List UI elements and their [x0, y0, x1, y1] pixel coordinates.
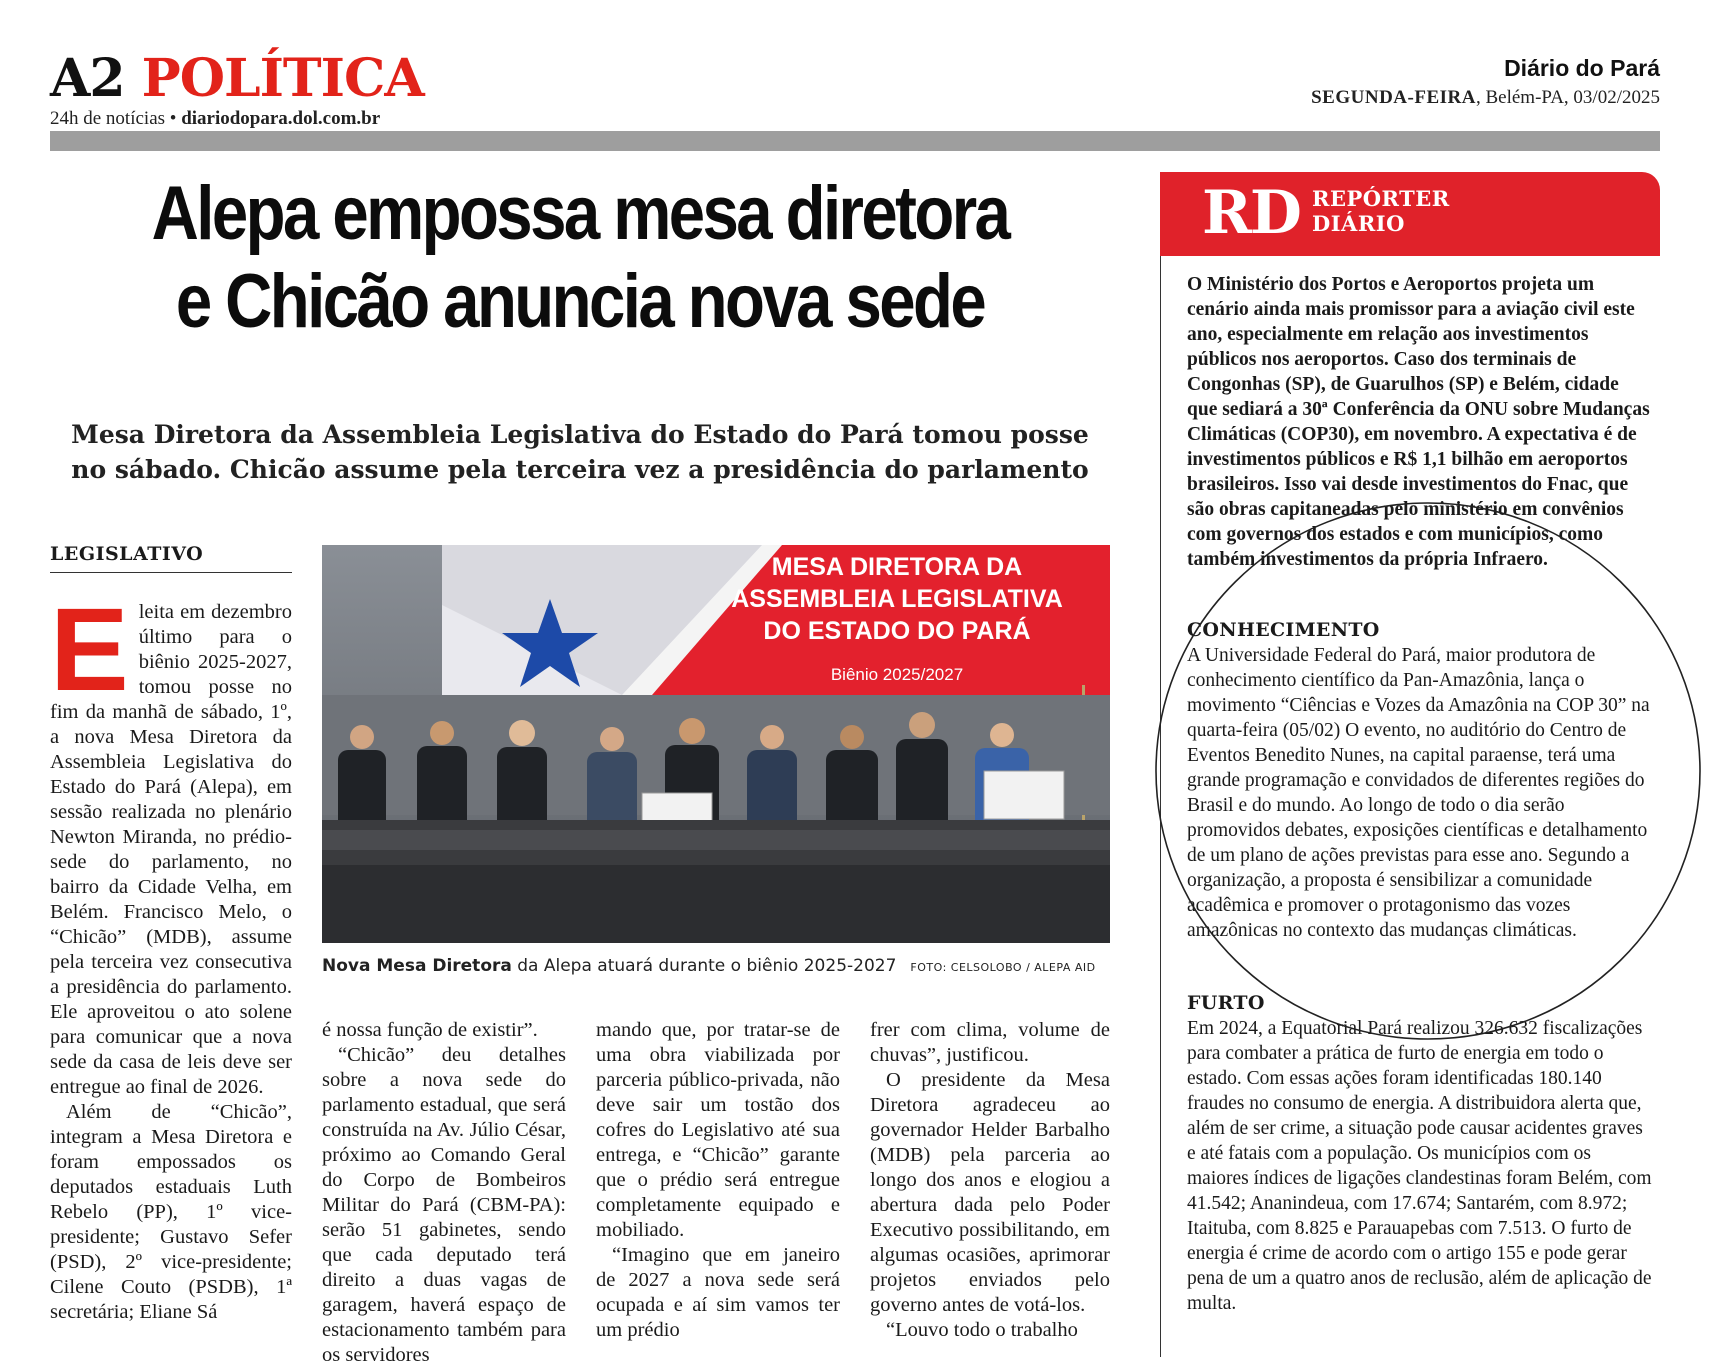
photo-credit: FOTO: CELSOLOBO / ALEPA AID	[910, 961, 1096, 974]
reporter-diario-banner	[1160, 172, 1660, 256]
column-name-line-1: REPÓRTER	[1312, 186, 1450, 211]
dateline	[1311, 86, 1660, 110]
headline-line-1: Alepa empossa mesa diretora	[151, 171, 1009, 256]
weekday: SEGUNDA-FEIRA	[1311, 87, 1476, 108]
article-column-1	[50, 584, 292, 1325]
section-name: POLÍTICA	[141, 48, 424, 109]
masthead	[50, 48, 1660, 133]
article-column-4	[870, 1018, 1110, 1343]
subhead-line-2: no sábado. Chicão assume pela terceira vez a presidência do parlamento	[71, 455, 1089, 484]
article-paragraph: é nossa função de existir”.	[322, 1019, 538, 1041]
note-text: A Universidade Federal do Pará, maior produtora de conhecimento científico da Pan-Amazônia, lança o movimento “Ciências e Vozes da Amazônia na COP 30” na quarta-feira (05/02) O evento, no auditório do Centro de Eventos Benedito Nunes, na capital paraense, terá uma grande programação e convidados de diferentes regiões do Brasil e do mundo. Ao longo de todo o dia serão promovidos debates, exposições científicas e detalhamento de um plano de ações previstas para esse ano. Segundo a organização, a proposta é sensibilizar a comunidade acadêmica e promover o protagonismo das vozes amazônicas no contexto das mudanças climáticas.	[1187, 645, 1650, 941]
article-paragraph: O presidente da Mesa Diretora agradeceu ao governador Helder Barbalho (MDB) pela parceria ao longo dos anos e elogiou a abertura dada pelo Poder Executivo possibilitando, em algumas ocasiões, aprimorar projetos enviados pelo governo antes de votá-los.	[870, 1069, 1110, 1316]
column-name	[1312, 186, 1450, 236]
header-rule	[50, 131, 1660, 151]
note-heading: CONHECIMENTO	[1187, 619, 1380, 641]
article-paragraph	[50, 584, 292, 1100]
headline	[124, 170, 1036, 346]
sidebar-divider	[1160, 172, 1161, 1357]
article-column-3	[596, 1018, 840, 1343]
monitor	[984, 771, 1064, 819]
site-link[interactable]: diariodopara.dol.com.br	[181, 108, 381, 129]
sidebar-note-conhecimento	[1187, 617, 1653, 943]
note-text: Em 2024, a Equatorial Pará realizou 326.632 fiscalizações para combater a prática de furto de energia em todo o estado. Com essas ações foram identificadas 180.140 fraudes no consumo de energia. A distribuidora alerta que, além de ser crime, a situação pode causar acidentes graves e até fatais com a população. Os municípios com os maiores índices de ligações clandestinas foram Belém, com 41.542; Ananindeua, com 17.674; Santarém, com 8.972; Itaituba, com 8.825 e Parauapebas com 7.513. O furto de energia é crime de acordo com o artigo 155 e pode gerar pena de um a quatro anos de reclusão, além de aplicação de multa.	[1187, 1018, 1652, 1314]
monitor	[642, 793, 712, 823]
article-paragraph: mando que, por tratar-se de uma obra viabilizada por parceria público-privada, não deve sair um tostão dos cofres do Legislativo até sua entrega, e “Chicão” garante que o prédio será entregue completamente equipado e mobiliado.	[596, 1019, 840, 1241]
article-photo	[322, 545, 1110, 943]
paragraph-text: leita em dezembro último para o biênio 2025-2027, tomou posse no fim da manhã de sábado, 1º, a nova Mesa Diretora da Assembleia Legislativa do Estado do Pará (Alepa), em sessão realizada no plenário Newton Miranda, no prédio-sede do parlamento, no bairro da Cidade Velha, em Belém. Francisco Melo, o “Chicão” (MDB), assume pela terceira vez consecutiva a presidência do parlamento. Ele aproveitou o ato solene para comunicar que a nova sede da casa de leis deve ser entregue ao final de 2026.	[50, 601, 292, 1098]
drop-cap: E	[50, 584, 129, 716]
article-paragraph: “Imagino que em janeiro de 2027 a nova sede será ocupada e aí sim vamos ter um prédio	[596, 1244, 840, 1341]
page-number: A2	[50, 48, 125, 109]
sidebar-note-furto	[1187, 990, 1653, 1316]
sidebar-lead	[1187, 272, 1653, 572]
tagline-prefix: 24h de notícias •	[50, 108, 177, 129]
page-section-label	[50, 48, 424, 110]
projection-screen	[442, 545, 1110, 695]
article-paragraph: frer com clima, volume de chuvas”, justificou.	[870, 1019, 1110, 1066]
sidebar-lead-text: O Ministério dos Portos e Aeroportos projeta um cenário ainda mais promissor para a aviação civil este ano, especialmente em relação aos investimentos públicos nos aeroportos. Caso dos terminais de Congonhas (SP), de Guarulhos (SP) e Belém, cidade que sediará a 30ª Conferência da ONU sobre Mudanças Climáticas (COP30), em novembro. A expectativa é de investimentos públicos e R$ 1,1 bilhão em aeroportos brasileiros. Isso vai desde investimentos do Fnac, que são obras capitaneadas pelo ministério em convênios com governos dos estados e com municípios, como também investimentos da própria Infraero.	[1187, 274, 1650, 570]
caption-text: da Alepa atuará durante o biênio 2025-2027	[511, 956, 897, 976]
place-date: , Belém-PA, 03/02/2025	[1475, 87, 1660, 108]
article-kicker: LEGISLATIVO	[50, 543, 292, 573]
banner-biennium: Biênio 2025/2027	[830, 665, 964, 684]
photo-scene	[322, 545, 1110, 943]
newspaper-brand: Diário do Pará	[1504, 55, 1660, 81]
article-paragraph: “Chicão” deu detalhes sobre a nova sede do parlamento estadual, que será construída na Av. Júlio César, próximo ao Comando Geral do Corpo de Bombeiros Militar do Pará (CBM-PA): serão 51 gabinetes, sendo que cada deputado terá direito a duas vagas de garagem, haverá espaço de estacionamento também para os servidores	[322, 1044, 566, 1366]
article-paragraph: Além de “Chicão”, integram a Mesa Diretora e foram empossados os deputados estaduais Luth Rebelo (PP), 1º vice-presidente; Gustavo Sefer (PSD), 2º vice-presidente; Cilene Couto (PSDB), 1ª secretária; Eliane Sá	[50, 1101, 292, 1323]
tagline	[50, 108, 380, 130]
subheadline	[50, 417, 1110, 487]
banner-line-2: ASSEMBLEIA LEGISLATIVA	[731, 585, 1063, 613]
article-paragraph: “Louvo todo o trabalho	[886, 1319, 1078, 1341]
headline-line-2: e Chicão anuncia nova sede	[175, 259, 985, 344]
article-column-2	[322, 1018, 566, 1368]
banner-line-3: DO ESTADO DO PARÁ	[763, 617, 1031, 645]
subhead-line-1: Mesa Diretora da Assembleia Legislativa do Estado do Pará tomou posse	[71, 420, 1089, 449]
note-heading: FURTO	[1187, 992, 1265, 1014]
column-name-line-2: DIÁRIO	[1312, 211, 1405, 236]
banner-line-1: MESA DIRETORA DA	[771, 553, 1023, 581]
rd-logo: RD	[1202, 178, 1300, 248]
caption-lead: Nova Mesa Diretora	[322, 956, 512, 976]
photo-caption	[322, 955, 1110, 979]
